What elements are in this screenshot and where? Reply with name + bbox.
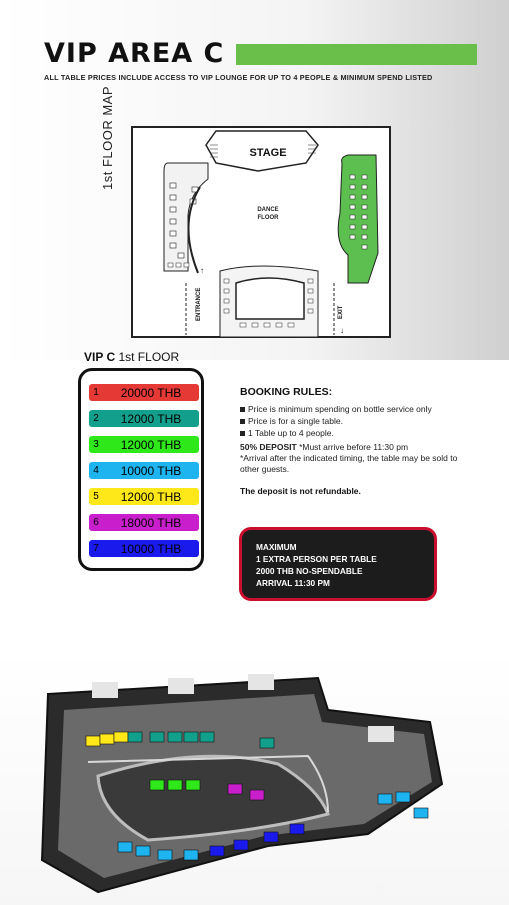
non-refundable-note: The deposit is not refundable.: [240, 486, 361, 496]
floor-plan-map: [128, 123, 392, 343]
rule-item-1: [240, 404, 432, 414]
render-table: [200, 732, 214, 742]
render-table: [136, 846, 150, 856]
legend-price: 18000 THB: [120, 515, 182, 530]
render-table: [210, 846, 224, 856]
render-table: [168, 732, 182, 742]
render-table: [414, 808, 428, 818]
vip-area-3d-render: [28, 664, 468, 896]
legend-num: 7: [93, 543, 99, 554]
maximum-info-box: [239, 527, 437, 601]
render-table: [150, 780, 164, 790]
dance-floor-label-2: FLOOR: [257, 215, 279, 221]
render-table: [396, 792, 410, 802]
page-subtitle: ALL TABLE PRICES INCLUDE ACCESS TO VIP LOUNGE FOR UP TO 4 PEOPLE & MINIMUM SPEND LISTED: [44, 73, 433, 82]
rule-text: Price is for a single table.: [248, 416, 343, 426]
legend-row-5: [89, 488, 199, 505]
dance-floor-label-1: DANCE: [257, 207, 279, 213]
render-table: [100, 734, 114, 744]
deposit-text: *Must arrive before 11:30 pm: [299, 442, 409, 452]
render-table: [128, 732, 142, 742]
booking-rules-title: BOOKING RULES:: [240, 386, 333, 398]
rule-item-3: [240, 428, 334, 438]
render-table: [186, 780, 200, 790]
price-legend: [78, 368, 204, 571]
legend-price: 10000 THB: [120, 463, 182, 478]
exit-label: EXIT: [338, 305, 344, 319]
deposit-info: [240, 442, 470, 475]
render-table: [150, 732, 164, 742]
legend-row-7: [89, 540, 199, 557]
render-table: [158, 850, 172, 860]
render-table: [290, 824, 304, 834]
deposit-note: *Arrival after the indicated timing, the table may be sold to other guests.: [240, 453, 458, 474]
legend-num: 1: [93, 387, 99, 398]
rule-text: Price is minimum spending on bottle service only: [248, 404, 432, 414]
legend-price: 12000 THB: [120, 437, 182, 452]
render-table: [228, 784, 242, 794]
render-table: [264, 832, 278, 842]
rule-text: 1 Table up to 4 people.: [248, 428, 334, 438]
legend-num: 4: [93, 465, 99, 476]
floor-map-side-label: 1st FLOOR MAP: [100, 85, 115, 190]
legend-row-1: [89, 384, 199, 401]
bullet-icon: [240, 431, 245, 436]
left-bar-tables: [168, 263, 189, 267]
bullet-icon: [240, 419, 245, 424]
legend-num: 3: [93, 439, 99, 450]
max-line-3: 2000 THB NO-SPENDABLE: [256, 566, 363, 576]
max-line-2: 1 EXTRA PERSON PER TABLE: [256, 554, 377, 564]
legend-price: 12000 THB: [120, 411, 182, 426]
legend-row-4: [89, 462, 199, 479]
max-line-1: MAXIMUM: [256, 542, 297, 552]
legend-price: 20000 THB: [120, 385, 182, 400]
render-table: [250, 790, 264, 800]
legend-num: 6: [93, 517, 99, 528]
legend-row-6: [89, 514, 199, 531]
exit-arrow-icon: ↓: [340, 326, 344, 335]
title-accent-bar: [236, 44, 477, 65]
legend-num: 5: [93, 491, 99, 502]
render-table: [378, 794, 392, 804]
render-table: [86, 736, 100, 746]
legend-title-prefix: VIP C: [84, 350, 116, 364]
legend-title-suffix: 1st FLOOR: [118, 350, 180, 364]
stage-label: STAGE: [249, 147, 287, 159]
max-line-4: ARRIVAL 11:30 PM: [256, 578, 330, 588]
render-table: [184, 850, 198, 860]
legend-row-2: [89, 410, 199, 427]
page-title: VIP AREA C: [44, 38, 225, 69]
entrance-arrow-icon: ↑: [200, 266, 204, 275]
bullet-icon: [240, 407, 245, 412]
render-table: [260, 738, 274, 748]
render-table: [234, 840, 248, 850]
legend-title: [84, 350, 179, 364]
center-bar-counter: [236, 278, 304, 319]
legend-row-3: [89, 436, 199, 453]
render-table: [184, 732, 198, 742]
rule-item-2: [240, 416, 343, 426]
render-table: [118, 842, 132, 852]
legend-price: 12000 THB: [120, 489, 182, 504]
render-table: [168, 780, 182, 790]
render-table: [114, 732, 128, 742]
entrance-label: ENTRANCE: [196, 287, 202, 321]
legend-num: 2: [93, 413, 99, 424]
deposit-label: 50% DEPOSIT: [240, 442, 297, 452]
legend-price: 10000 THB: [120, 541, 182, 556]
